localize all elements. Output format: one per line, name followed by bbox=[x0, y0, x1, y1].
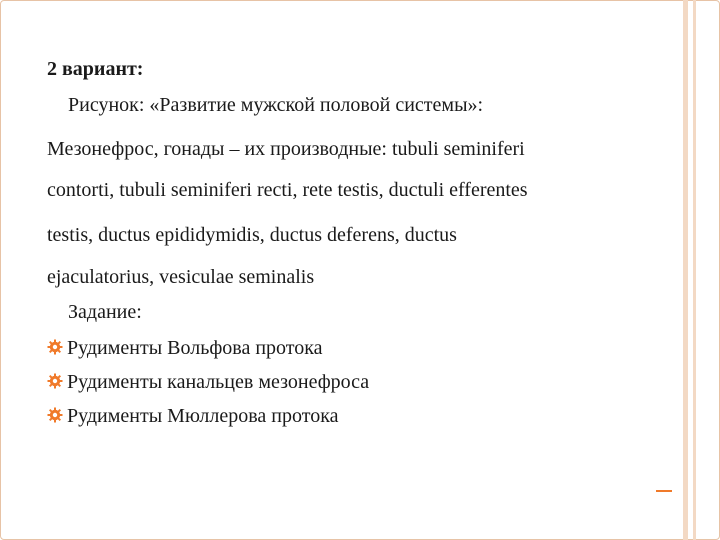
bullet-text: Рудименты Мюллерова протока bbox=[67, 405, 339, 427]
gear-icon bbox=[47, 339, 63, 355]
list-item bbox=[47, 336, 323, 360]
gear-icon bbox=[47, 407, 63, 423]
body-line: contorti, tubuli seminiferi recti, rete testis, ductuli efferentes bbox=[47, 179, 528, 201]
list-item bbox=[47, 370, 369, 394]
bullet-text: Рудименты Вольфова протока bbox=[67, 337, 323, 359]
list-item bbox=[47, 404, 338, 428]
gear-icon bbox=[47, 373, 63, 389]
figure-line: Рисунок: «Развитие мужской половой системы»: bbox=[68, 94, 484, 116]
variant-title: 2 вариант: bbox=[47, 58, 144, 80]
body-line: ejaculatorius, vesiculae seminalis bbox=[47, 266, 315, 288]
crescent-icon bbox=[652, 452, 690, 494]
body-line: Мезонефрос, гонады – их производные: tubuli seminiferi bbox=[47, 138, 525, 160]
body-line: testis, ductus epididymidis, ductus deferens, ductus bbox=[47, 224, 457, 246]
task-label: Задание: bbox=[68, 301, 142, 323]
bullet-text: Рудименты канальцев мезонефроса bbox=[67, 371, 370, 393]
side-stripe-thin bbox=[693, 0, 696, 540]
